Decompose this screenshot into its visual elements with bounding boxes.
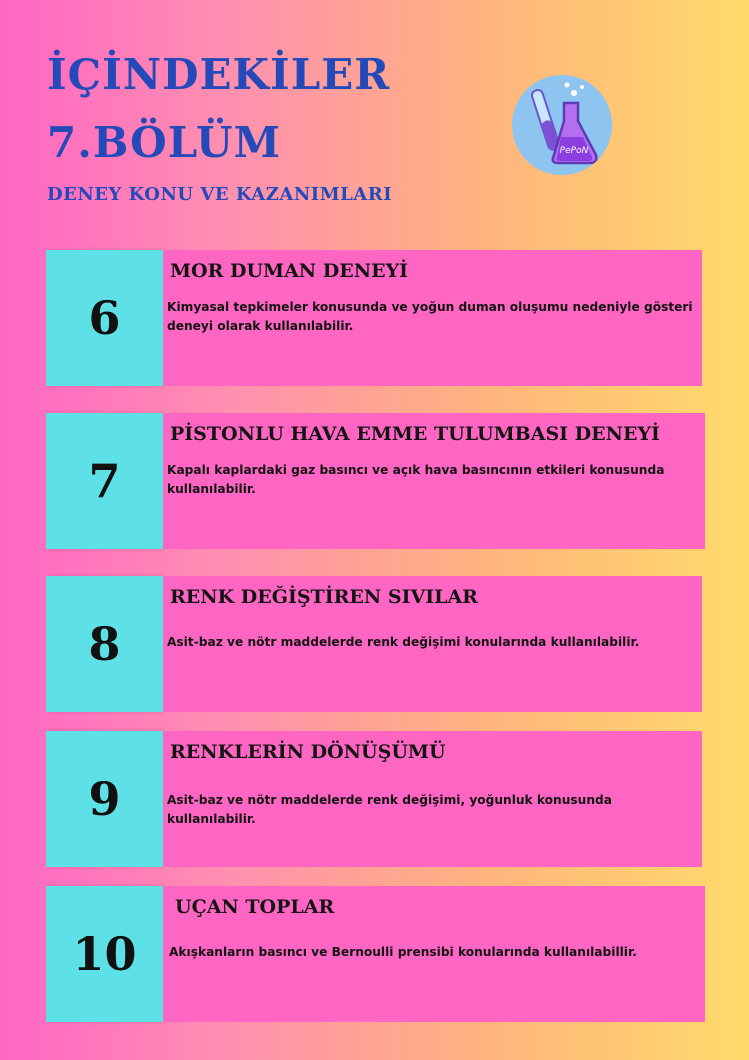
item-title: RENK DEĞİŞTİREN SIVILAR [170, 586, 478, 608]
item-description: Asit-baz ve nötr maddelerde renk değişimi, yoğunluk konusunda kullanılabilir. [167, 793, 612, 826]
item-number-box [46, 576, 163, 712]
item-title: PİSTONLU HAVA EMME TULUMBASI DENEYİ [170, 423, 660, 445]
item-number-box [46, 413, 163, 549]
item-number-box [46, 886, 163, 1022]
flask-icon [512, 75, 612, 175]
item-content [163, 731, 702, 867]
item-title: MOR DUMAN DENEYİ [170, 260, 409, 282]
list-item [46, 886, 705, 1022]
page-subtitle: DENEY KONU VE KAZANIMLARI [47, 184, 393, 205]
item-content [163, 886, 705, 1022]
item-number: 6 [88, 291, 121, 345]
item-number-box [46, 731, 163, 867]
list-item [46, 576, 702, 712]
chapter-title: 7.BÖLÜM [47, 118, 282, 167]
item-number: 9 [88, 772, 121, 826]
page-title: İÇİNDEKİLER [47, 50, 391, 99]
item-title: RENKLERİN DÖNÜŞÜMÜ [170, 741, 446, 763]
lab-flask-logo [512, 75, 612, 175]
item-number-box [46, 250, 163, 386]
item-number: 10 [72, 927, 137, 981]
list-item [46, 731, 702, 867]
item-number: 7 [88, 454, 121, 508]
item-title: UÇAN TOPLAR [175, 896, 335, 918]
logo-text: PePoN [559, 146, 589, 156]
item-description: Kapalı kaplardaki gaz basıncı ve açık hava basıncının etkileri konusunda kullanılabilir. [167, 463, 665, 496]
list-item [46, 413, 705, 549]
item-description: Asit-baz ve nötr maddelerde renk değişimi konularında kullanılabilir. [167, 635, 640, 649]
item-content [163, 250, 702, 386]
item-description: Akışkanların basıncı ve Bernoulli prensibi konularında kullanılabillir. [169, 945, 637, 959]
item-description: Kimyasal tepkimeler konusunda ve yoğun duman oluşumu nedeniyle gösteri deneyi olarak kullanılabilir. [167, 300, 693, 333]
list-item [46, 250, 702, 386]
item-number: 8 [88, 617, 121, 671]
item-content [163, 413, 705, 549]
item-content [163, 576, 702, 712]
